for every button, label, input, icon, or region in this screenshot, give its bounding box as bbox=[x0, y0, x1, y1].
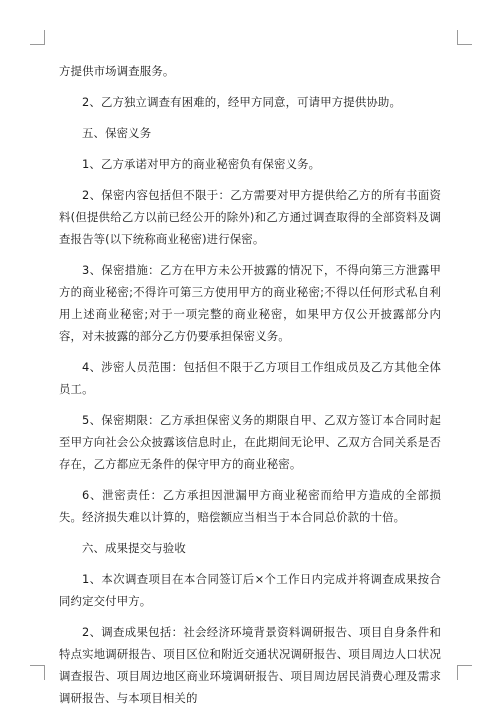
document-body bbox=[59, 60, 441, 709]
clause-confidentiality-period: 5、保密期限：乙方承担保密义务的期限自甲、乙双方签订本合同时起至甲方向社会公众披露该信息时止，在此期间无论甲、乙双方合同关系是否存在，乙方都应无条件的保守甲方的商业秘密。 bbox=[59, 413, 441, 471]
clause-delivery-deadline: 1、本次调查项目在本合同签订后×个工作日内完成并将调查成果按合同约定交付甲方。 bbox=[59, 572, 441, 608]
paragraph-continuation: 方提供市场调查服务。 bbox=[59, 64, 175, 78]
section-heading-deliverables: 六、成果提交与验收 bbox=[82, 541, 186, 555]
crop-mark-top-right bbox=[457, 30, 472, 45]
crop-mark-top-left bbox=[30, 30, 45, 45]
crop-mark-bottom-right bbox=[457, 665, 472, 680]
clause-confidential-content: 2、保密内容包括但不限于：乙方需要对甲方提供给乙方的所有书面资料(但提供给乙方以前已经公开的除外)和乙方通过调查取得的全部资料及调查报告等(以下统称商业秘密)进行保密。 bbox=[59, 188, 441, 246]
clause-leak-liability: 6、泄密责任：乙方承担因泄漏甲方商业秘密而给甲方造成的全部损失。经济损失难以计算的，赔偿额应当相当于本合同总价款的十倍。 bbox=[59, 488, 441, 524]
clause-confidentiality-duty: 1、乙方承诺对甲方的商业秘密负有保密义务。 bbox=[82, 157, 321, 171]
crop-mark-bottom-left bbox=[30, 665, 45, 680]
section-heading-confidentiality: 五、保密义务 bbox=[82, 126, 152, 140]
clause-assistance: 2、乙方独立调查有困难的，经甲方同意，可请甲方提供协助。 bbox=[82, 95, 401, 109]
clause-deliverable-items: 2、调查成果包括：社会经济环境背景资料调研报告、项目自身条件和特点实地调研报告、项目区位和附近交通状况调研报告、项目周边人口状况调查报告、项目周边地区商业环境调研报告、项目周边居民消费心理及需求调研报告、与本项目相关的 bbox=[59, 625, 441, 705]
clause-confidentiality-measures: 3、保密措施：乙方在甲方未公开披露的情况下，不得向第三方泄露甲方的商业秘密;不得许可第三方使用甲方的商业秘密;不得以任何形式私自利用上述商业秘密;对于一项完整的商业秘密，如果甲方仅公开披露部分内容，对未披露的部分乙方仍要承担保密义务。 bbox=[59, 263, 441, 343]
clause-personnel-scope: 4、涉密人员范围：包括但不限于乙方项目工作组成员及乙方其他全体员工。 bbox=[59, 360, 441, 396]
